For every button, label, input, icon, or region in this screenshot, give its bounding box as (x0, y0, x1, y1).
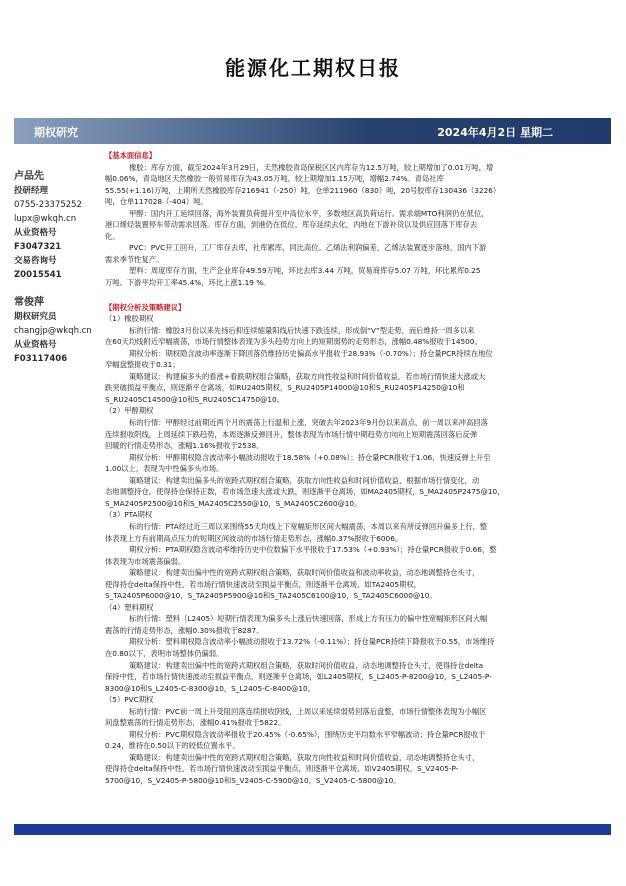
section-heading: 【期权分析及策略建议】 (105, 302, 186, 312)
text-line: 5700@10，S_V2405-P-5800@10和S_V2405-C-5900@10，S_V2405-C-5800@10。 (105, 775, 401, 785)
text-line: 标的行情：甲醇经过前期近两个月的震荡上行温和上涨，突破去年2023年9月份以来高点，前一周以来冲高回落 (129, 418, 488, 428)
text-line: 窄幅盘整报收于0.31； (105, 360, 180, 370)
analyst-card (14, 296, 106, 366)
text-line: 8300@10和S_L2405-C-8300@10，S_L2405-C-8400@10。 (105, 683, 315, 693)
text-line: 策略建议：构建偏多头的看涨+看跌期权组合策略，获取方向性收益和时间价值收益，若市场行情快速大涨或大 (129, 371, 486, 381)
analyst-cert: F3047321 (14, 242, 62, 252)
text-line: S_MA2405P2500@10和S_MA2405C2550@10，S_MA2405C2600@10。 (105, 498, 362, 508)
report-body (105, 150, 609, 787)
text-line: 在60天均线附近窄幅震荡，市场行情整体表现为多头趋势方向上的短期弱势的走势形态，涨幅0.48%报收于14500。 (105, 337, 482, 347)
footer-bar (14, 824, 611, 835)
text-line: 策略建议：构建卖出偏中性的宽跨式期权组合策略，获取方向性收益和时间价值收益，动态地调整持仓头寸， (129, 752, 480, 762)
text-line: 间盘整震荡的行情走势形态，涨幅0.41%报收于5822。 (105, 718, 286, 728)
text-line: 使得持仓delta保持中性，若市场行情快速波动至损益平衡点，则逐渐平仓离场，如V2405期权，S_V2405-P- (105, 764, 459, 774)
text-line: （4）塑料期权 (105, 602, 154, 612)
text-line: PVC：PVC开工回升，工厂库存去库，社库累库，同比高位。乙烯法利润偏差，乙烯法装置逐步落地。国内下游 (129, 243, 487, 253)
text-line: 1.00以上，表现为中性偏多头市场。 (105, 464, 224, 474)
text-line: S_TA2405P6000@10，S_TA2405P5900@10和S_TA2405C6100@10，S_TA2405C6000@10。 (105, 591, 437, 601)
text-line: 态地调整持仓，使得持仓保持正数，若市场急速大涨或大跌，则逐渐平仓离场，如MA2405期权，S_MA2405P2475@10， (105, 487, 505, 497)
banner-date: 2024年4月2日 星期二 (437, 126, 553, 139)
analyst-title: 投研经理 (14, 186, 49, 196)
text-line: 策略建议：构建卖出偏中性的宽跨式期权组合策略，获取时间价值收益和波动率收益，动态地调整持仓头寸， (129, 568, 480, 578)
text-line: 回暖的行情走势形态，涨幅1.16%报收于2538。 (105, 441, 264, 451)
text-line: 体表现为市场震荡偏弱。 (105, 556, 186, 566)
section-banner (14, 118, 611, 144)
text-line: 连续报收阴线，上周延续下跌趋势，本周逐渐反弹回升，整体表现为市场行情中期趋势方向向上短期震荡回落后反弹 (105, 429, 478, 439)
text-line: 塑料：周度库存方面，生产企业库存49.59万吨，环比去库3.44 万吨，贸易商库存5.07 万吨，环比累库0.25 (129, 266, 481, 276)
section-heading: 【基本面信息】 (105, 151, 157, 160)
analyst-cert: F03117406 (14, 354, 68, 364)
text-line: 橡胶：库存方面，截至2024年3月29日，天然橡胶青岛保税区区内库存为12.5万吨，较上期增加了0.01万吨，增 (129, 162, 494, 172)
analyst-phone: 0755-23375252 (14, 200, 82, 210)
text-line: 体表现上方有前期高点压力的短期区间波动的市场行情走势形态，涨幅0.37%报收于6006。 (105, 533, 403, 543)
text-line: S_RU2405C14500@10和S_RU2405C14750@10。 (105, 394, 284, 404)
text-line: （1）橡胶期权 (105, 314, 154, 324)
text-line: 标的行情：PTA经过近三周以来围绕55天均线上下宽幅矩形区间大幅震荡，本周以来有所反弹回升偏多上行，整 (129, 521, 488, 531)
banner-category: 期权研究 (34, 126, 78, 139)
analyst-name: 常俊萍 (14, 297, 44, 308)
text-line: 标的行情：橡胶3月份以来先扬后抑连续缩量阳线后快速下跌连续，形成倒“V”型走势，而后维持一周多以来 (129, 325, 475, 335)
text-line: 震荡的行情走势形态，涨幅0.30%报收于8287。 (105, 625, 264, 635)
text-line: 港口烯烃装置停车带动需求回落。库存方面，到港仍在低位，库存延续去化，内地在下游补货以及供应回落下库存去 (105, 220, 478, 230)
text-line: 期权分析：期权隐含波动率逐渐下降回落仍维持历史偏高水平报收于28.93%（-0.70%）；持仓量PCR持续在地位 (129, 348, 493, 358)
text-line: （2）甲醇期权 (105, 406, 154, 416)
text-line: 标的行情：塑料（L2405）短期行情表现为偏多头上涨后快速回落，形成上方有压力的偏中性宽幅矩形区间大幅 (129, 614, 488, 624)
text-line: 跌突破损益平衡点，则逐渐平仓离场，如RU2405期权，S_RU2405P14000@10和S_RU2405P14250@10和 (105, 383, 465, 393)
text-line: 策略建议：构建卖出偏中性的宽跨式期权组合策略，获取时间价值收益，动态地调整持仓头寸，使得持仓delta (129, 660, 484, 670)
analyst-cert-label: 从业资格号 (14, 228, 57, 238)
analyst-consult-label: 交易咨询号 (14, 256, 57, 266)
text-line: 标的行情：PVC前一周上升受阻回落连续报收阴线，上周以来延续弱势回落后盘整，市场行情整体表现为小幅区 (129, 706, 487, 716)
text-line: 期权分析：甲醇期权隐含波动率小幅波动报收于18.58%（+0.08%）；持仓量PCR报收于1.06，快速反弹上升至 (129, 452, 491, 462)
paragraph-gap (105, 289, 609, 302)
analyst-consult: Z0015541 (14, 270, 62, 280)
text-line: 期权分析：PTA期权隐含波动率维持历史中位数偏下水平报收于17.53%（+0.93%）；持仓量PCR报收于0.66，整 (129, 545, 497, 555)
text-line: 使得持仓delta保持中性，若市场行情快速波动至损益平衡点，则逐渐平仓离场，如TA2405期权， (105, 579, 421, 589)
text-line: （3）PTA期权 (105, 510, 153, 520)
text-line: 0.24，维持在0.50以下的较低位置水平。 (105, 741, 240, 751)
text-line: 保持中性，若市场行情快速波动至损益平衡点，则逐渐平仓离场，如L2405期权，S_L2405-P-8200@10，S_L2405-P- (105, 672, 492, 682)
text-line: 期权分析：PVC期权隐含波动率报收于20.45%（-0.65%），围绕历史平均数水平窄幅波动；持仓量PCR报收于 (129, 729, 486, 739)
text-line: 万吨。下游平均开工率45.4%，环比上涨1.19 %。 (105, 278, 271, 288)
text-line: 需求季节性复产。 (105, 254, 164, 264)
text-line: 期权分析：塑料期权隐含波动率小幅波动报收于13.72%（-0.11%）；持仓量PCR持续下降报收于0.55，市场维持 (129, 637, 495, 647)
analyst-cert-label: 从业资格号 (14, 340, 57, 350)
text-line: 化。 (105, 231, 120, 241)
text-line: （5）PVC期权 (105, 695, 154, 705)
analyst-email[interactable]: changjp@wkqh.cn (14, 326, 92, 336)
report-title: 能源化工期权日报 (225, 56, 401, 80)
analyst-name: 卢品先 (14, 171, 44, 182)
text-line: 甲醇：国内开工延续回落，海外装置负荷提升至中高位水平，多数地区高负荷运行。需求端MTO利润仍在低位， (129, 208, 489, 218)
text-line: 在0.80以下，表明市场整体仍偏弱。 (105, 648, 224, 658)
analyst-title: 期权研究员 (14, 312, 57, 322)
text-line: 吨，仓单117028（-404）吨。 (105, 197, 208, 207)
analyst-card (14, 170, 106, 282)
text-line: 幅0.06%，青岛地区天然橡胶一般贸易库存为43.05万吨，较上期增加1.15万吨，增幅2.74%。青岛社库 (105, 174, 444, 184)
analyst-sidebar (14, 170, 106, 380)
analyst-email[interactable]: lupx@wkqh.cn (14, 214, 77, 224)
text-line: 策略建议：构建卖出偏多头的宽跨式期权组合策略，获取方向性收益和时间价值收益，根据市场行情变化，动 (129, 475, 480, 485)
text-line: 55.55(+1.16)万吨，上期所天然橡胶库存216941（-250）吨，仓单211960（830）吨，20号胶库存130436（3226） (105, 185, 501, 195)
